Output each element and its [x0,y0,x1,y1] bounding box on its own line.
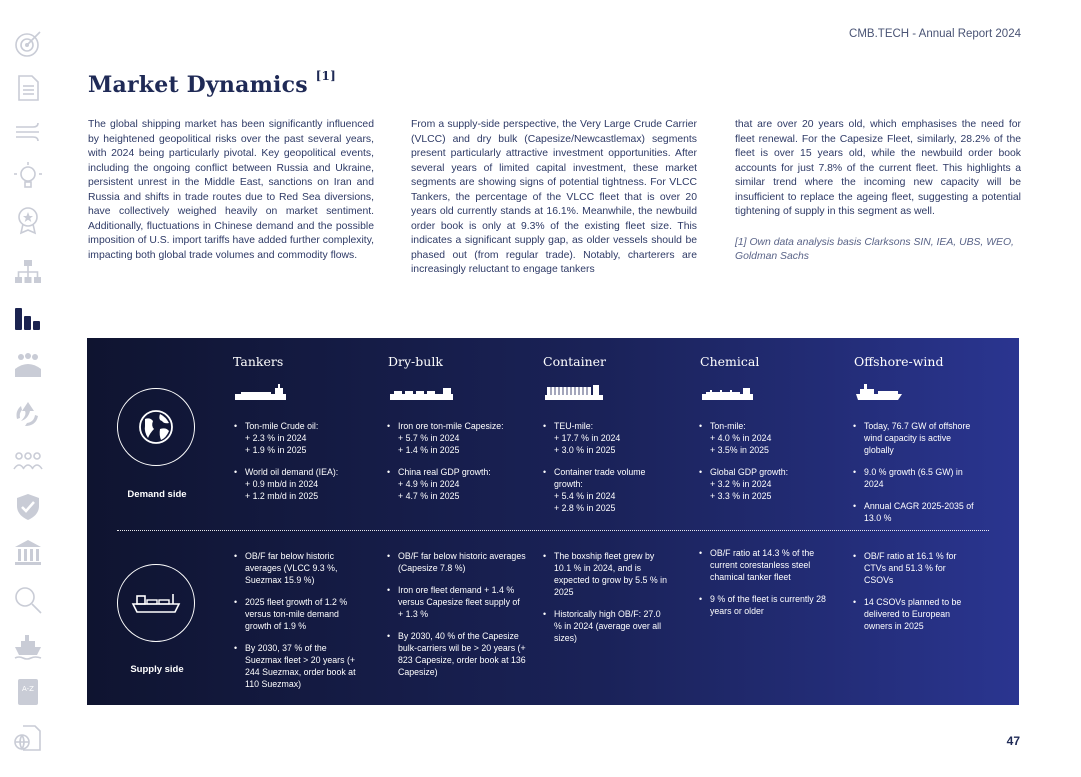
demand-cell-dry-bulk [386,420,526,512]
supply-cell-dry-bulk [386,550,526,688]
list-item: • OB/F far below historic averages (VLCC 9.3 %, Suezmax 15.9 %) [233,550,361,586]
glossary-icon[interactable] [12,676,44,708]
category-heading-container: Container [543,354,607,369]
footnote: [1] Own data analysis basis Clarksons SIN, IEA, UBS, WEO, Goldman Sachs [735,236,1014,262]
list-item: • By 2030, 37 % of the Suezmax fleet > 20 years (+ 244 Suezmax, order book at 110 Suezmax) [233,642,361,690]
award-icon[interactable] [12,204,44,236]
demand-globe-circle [117,388,195,466]
supply-cell-container [542,550,667,654]
list-item: • OB/F ratio at 16.1 % for CTVs and 51.3 % for CSOVs [852,550,974,586]
page-number: 47 [1006,734,1020,748]
shield-check-icon[interactable] [12,491,44,523]
recycle-icon[interactable] [12,398,44,430]
list-item: • The boxship fleet grew by 10.1 % in 2024, and is expected to grow by 5.5 % in 2025 [542,550,667,598]
demand-side-label: Demand side [127,489,187,500]
container-ship-icon [543,382,605,404]
list-item: • Iron ore fleet demand + 1.4 % versus Capesize fleet supply of + 1.3 % [386,584,526,620]
demand-cell-chemical [698,420,838,512]
list-item: • 9 % of the fleet is currently 28 years or older [698,593,830,617]
sidebar-nav [0,0,58,777]
page-title [88,68,336,98]
supply-ship-circle [117,564,195,642]
org-chart-icon[interactable] [12,256,44,288]
body-column-2: From a supply-side perspective, the Very Large Crude Carrier (VLCC) and dry bulk (Capesize/Newcastlemax) segments present particularly attractive investment opportunities. After several years of limited capital investment, these market segments are showing signs of potential tightness. For VLCC Tankers, the percentage of the VLCC fleet that is over 20 years old currently stands at 16.1%. Meanwhile, the newbuild order book is only at 9.3% of the existing fleet size. This indicates a significant supply gap, as older vessels should be phased out (from regular trade). Notably, charterers are increasingly reluctant to engage tankers [411,119,697,275]
list-item: • Ton-mile: + 4.0 % in 2024 + 3.5% in 2025 [698,420,838,456]
demand-cell-tankers [233,420,373,512]
svg-text:A-Z: A-Z [22,685,34,693]
team-icon[interactable] [12,446,44,478]
demand-cell-container [542,420,662,524]
wind-icon[interactable] [12,116,44,148]
supply-cell-chemical [698,547,830,627]
document-icon[interactable] [12,72,44,104]
globe-document-icon[interactable] [12,722,44,754]
body-column-1: The global shipping market has been significantly influenced by heightened geopolitical risks over the past several years, with 2024 being particularly pivotal. Key geopolitical events, including the ongoing conflict between Russia and Ukraine, persistent unrest in the Middle East, sanctions on Iran and Russia and shifts in trade routes due to Red Sea diversions, have collectively weighed heavily on market sentiment. Additionally, fluctuations in Chinese demand and the possible imposition of U.S. import tariffs have added further complexity, impacting both global trade volumes and commodity flows. [88,119,374,261]
list-item: • World oil demand (IEA): + 0.9 mb/d in 2024 + 1.2 mb/d in 2025 [233,466,373,502]
lightbulb-icon[interactable] [12,160,44,192]
list-item: • By 2030, 40 % of the Capesize bulk-carriers wil be > 20 years (+ 823 Capesize, order book at 136 Capesize) [386,630,526,678]
report-header: CMB.TECH - Annual Report 2024 [849,28,1021,40]
bulk-carrier-icon [388,382,455,404]
supply-cell-tankers [233,550,361,700]
supply-cell-offshore-wind [852,550,974,642]
tanker-ship-icon [233,382,288,404]
list-item: • TEU-mile: + 17.7 % in 2024 + 3.0 % in 2025 [542,420,662,456]
list-item: • OB/F far below historic averages (Capesize 7.8 %) [386,550,526,574]
list-item: • Iron ore ton-mile Capesize: + 5.7 % in 2024 + 1.4 % in 2025 [386,420,526,456]
category-heading-chemical: Chemical [700,354,760,369]
bar-chart-icon[interactable] [12,303,44,335]
section-divider [117,530,989,531]
title-footnote-ref[interactable]: [1] [315,68,336,83]
list-item: • OB/F ratio at 14.3 % of the current corestanless steel chamical tanker fleet [698,547,830,583]
search-icon[interactable] [12,584,44,616]
category-heading-tankers: Tankers [233,354,284,369]
market-segments-panel [87,338,1019,705]
supply-side-label: Supply side [130,664,184,675]
list-item: • 14 CSOVs planned to be delivered to European owners in 2025 [852,596,974,632]
page-title-text: Market Dynamics [88,72,308,98]
category-heading-dry-bulk: Dry-bulk [388,354,443,369]
category-heading-offshore-wind: Offshore-wind [854,354,944,369]
offshore-vessel-icon [854,382,904,404]
list-item: • Historically high OB/F: 27.0 % in 2024 (average over all sizes) [542,608,667,644]
list-item: • 9.0 % growth (6.5 GW) in 2024 [852,466,974,490]
chemical-tanker-icon [700,382,755,404]
demand-cell-offshore-wind [852,420,974,534]
bank-icon[interactable] [12,537,44,569]
list-item: • Today, 76.7 GW of offshore wind capacity is active globally [852,420,974,456]
ship-icon[interactable] [12,630,44,662]
list-item: • Container trade volume growth: + 5.4 % in 2024 + 2.8 % in 2025 [542,466,662,514]
body-column-3 [735,118,1021,265]
target-icon[interactable] [12,28,44,60]
list-item: • Ton-mile Crude oil: + 2.3 % in 2024 + 1.9 % in 2025 [233,420,373,456]
people-group-icon[interactable] [12,350,44,382]
globe-icon [136,407,176,447]
vessel-icon [131,588,181,618]
body-column-3-text: that are over 20 years old, which emphasises the need for fleet renewal. For the Capesize Fleet, similarly, 28.2% of the fleet is over 15 years old, while the newbuild order book accounts for just 7.8% of the current fleet. This highlights a similar trend where the incoming new capacity will be insufficient to replace the ageing fleet, suggesting a potential tightening of supply in this segment as well. [735,119,1021,217]
list-item: • 2025 fleet growth of 1.2 % versus ton-mile demand growth of 1.9 % [233,596,361,632]
list-item: • China real GDP growth: + 4.9 % in 2024 + 4.7 % in 2025 [386,466,526,502]
list-item: • Annual CAGR 2025-2035 of 13.0 % [852,500,974,524]
list-item: • Global GDP growth: + 3.2 % in 2024 + 3.3 % in 2025 [698,466,838,502]
